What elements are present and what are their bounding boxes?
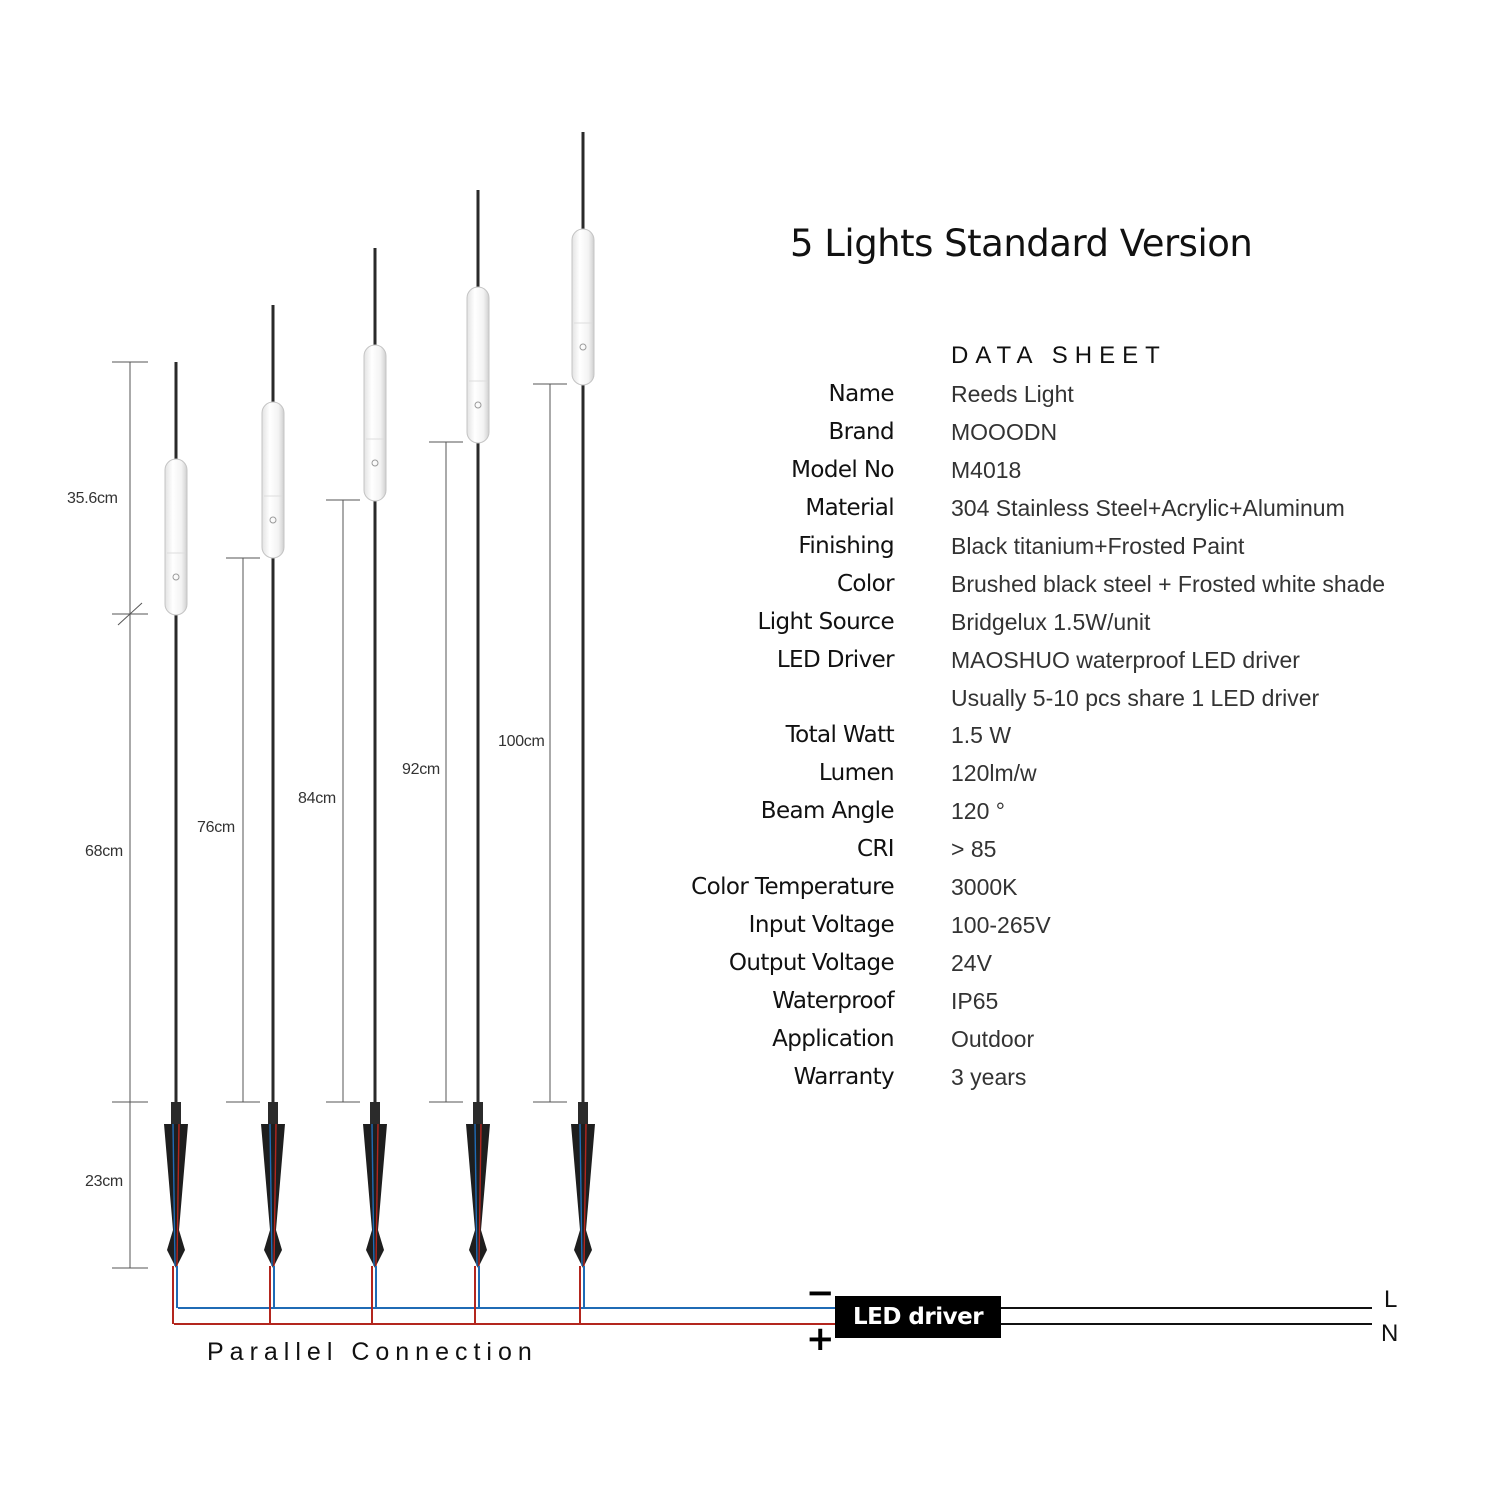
led-driver-label: LED driver	[852, 1304, 984, 1330]
shade-2	[262, 402, 284, 558]
reed-light-1	[164, 362, 188, 1268]
spec-label-beam-angle: Beam Angle	[760, 798, 894, 824]
spec-value-total-watt: 1.5 W	[951, 722, 1012, 748]
shade-1	[165, 459, 187, 615]
line-l-label: L	[1384, 1286, 1398, 1313]
spec-value-waterproof: IP65	[951, 988, 999, 1014]
reed-light-5	[571, 132, 595, 1268]
reed-light-3	[363, 248, 387, 1268]
spec-value-application: Outdoor	[951, 1026, 1035, 1052]
spec-label-color: Color	[836, 571, 894, 597]
spec-value-input-voltage: 100-265V	[951, 912, 1051, 938]
spec-value-model-no: M4018	[951, 457, 1022, 483]
dim-label-height-100: 100cm	[498, 733, 545, 750]
data-sheet-heading: DATA SHEET	[951, 342, 1167, 369]
shade-3	[364, 345, 386, 501]
spec-value-led-driver: MAOSHUO waterproof LED driver	[951, 647, 1300, 673]
spec-value-finishing: Black titanium+Frosted Paint	[951, 533, 1245, 559]
spec-label-material: Material	[805, 495, 894, 521]
spike-3	[363, 1124, 387, 1268]
spec-label-color-temperature: Color Temperature	[691, 874, 894, 900]
spec-label-brand: Brand	[828, 419, 894, 445]
spike-5	[571, 1124, 595, 1268]
dim-label-spike: 23cm	[85, 1173, 123, 1190]
spec-label-waterproof: Waterproof	[772, 988, 894, 1014]
spec-label-total-watt: Total Watt	[785, 722, 894, 748]
spec-label-output-voltage: Output Voltage	[728, 950, 894, 976]
spike-collar-4	[473, 1102, 483, 1124]
dim-label-height-76: 76cm	[197, 819, 235, 836]
shade-5	[572, 229, 594, 385]
shade-4	[467, 287, 489, 443]
spec-value-output-voltage: 24V	[951, 950, 992, 976]
page-title: 5 Lights Standard Version	[790, 222, 1253, 265]
spec-value-brand: MOOODN	[951, 419, 1058, 445]
reed-light-4	[466, 190, 490, 1268]
spec-label-light-source: Light Source	[757, 609, 894, 635]
reed-light-2	[261, 305, 285, 1268]
spec-value-cri: > 85	[951, 836, 997, 862]
spike-1	[164, 1124, 188, 1268]
spec-label-warranty: Warranty	[793, 1064, 894, 1090]
spec-label-cri: CRI	[856, 836, 894, 862]
line-n-label: N	[1381, 1320, 1399, 1347]
spec-value-beam-angle: 120 °	[951, 798, 1005, 824]
spec-label-application: Application	[772, 1026, 894, 1052]
spec-value-name: Reeds Light	[951, 381, 1074, 407]
spec-value-color-temperature: 3000K	[951, 874, 1018, 900]
led-driver-box	[835, 1296, 1001, 1338]
lights-group	[164, 132, 595, 1268]
spec-value-material: 304 Stainless Steel+Acrylic+Aluminum	[951, 495, 1345, 521]
spec-value-light-source: Bridgelux 1.5W/unit	[951, 609, 1151, 635]
spike-collar-3	[370, 1102, 380, 1124]
spec-label-lumen: Lumen	[818, 760, 894, 786]
minus-sign: −	[806, 1273, 835, 1313]
spec-value-warranty: 3 years	[951, 1064, 1027, 1090]
dim-label-stem: 68cm	[85, 843, 123, 860]
plus-sign: +	[806, 1319, 835, 1359]
dim-label-shade: 35.6cm	[67, 490, 118, 507]
spec-label-finishing: Finishing	[798, 533, 894, 559]
spec-label-led-driver: LED Driver	[776, 647, 894, 673]
spec-value-led-driver-note: Usually 5-10 pcs share 1 LED driver	[951, 685, 1320, 711]
spike-4	[466, 1124, 490, 1268]
spec-label-input-voltage: Input Voltage	[748, 912, 894, 938]
spike-collar-5	[578, 1102, 588, 1124]
dim-label-height-84: 84cm	[298, 790, 336, 807]
spike-collar-1	[171, 1102, 181, 1124]
parallel-connection-label: Parallel Connection	[207, 1338, 538, 1366]
dim-label-height-92: 92cm	[402, 761, 440, 778]
wiring-lines	[173, 1266, 1372, 1324]
spec-label-name: Name	[828, 381, 894, 407]
spike-2	[261, 1124, 285, 1268]
spike-collar-2	[268, 1102, 278, 1124]
parallel-wiring	[173, 1266, 1372, 1324]
spec-value-lumen: 120lm/w	[951, 760, 1037, 786]
spec-value-color: Brushed black steel + Frosted white shade	[951, 571, 1386, 597]
spec-label-model-no: Model No	[791, 457, 894, 483]
